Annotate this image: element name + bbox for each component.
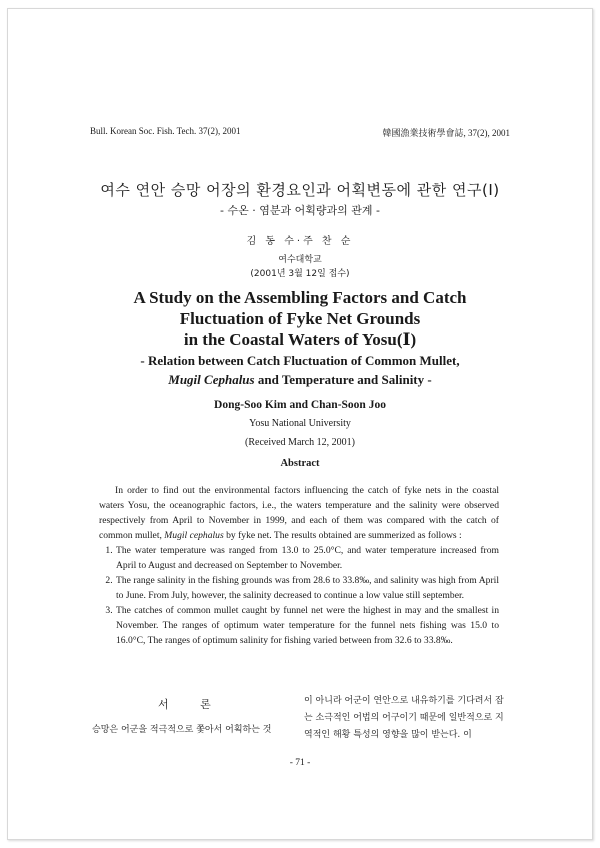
abstract-result-item: 1. The water temperature was ranged from 13.0 to 25.0°C, and water temperature increased from April to August and decreased on September to November. (115, 543, 499, 573)
english-title-line: A Study on the Assembling Factors and Catch (133, 288, 467, 307)
species-name: Mugil Cephalus (168, 372, 255, 387)
body-text-right-column: 이 아니라 어군이 연안으로 내유하기를 기다려서 잡는 소극적인 어법의 어구이기 때문에 일반적으로 지역적인 해황 특성의 영향을 많이 받는다. 이 (304, 696, 504, 740)
abstract-heading: Abstract (280, 458, 320, 469)
running-header-left: Bull. Korean Soc. Fish. Tech. 37(2), 2001 (90, 126, 241, 136)
english-subtitle (0, 351, 600, 389)
english-title (0, 287, 600, 350)
abstract-result-item: 3. The catches of common mullet caught by funnel net were the highest in may and the smallest in November. The ranges of optimum water temperature for the funnel nets fishing was 15.0 to 16.0°C, The ranges of optimum salinity for fishing varied between from 32.6 to 33.8‰. (115, 603, 499, 648)
korean-subtitle: - 수온 · 염분과 어획량과의 관계 - (220, 204, 380, 217)
abstract-intro (99, 483, 499, 543)
english-title-line: Fluctuation of Fyke Net Grounds (179, 309, 421, 328)
abstract-intro-text: In order to find out the environmental factors influencing the catch of fyke nets in the coastal waters Yosu, the oceanographic factors, i.e., the waters temperature and the salinity were observed respectively from April to November in 1999, and each of them was compared with the catch of common mullet, (99, 485, 499, 541)
section-heading-introduction: 서 론 (158, 698, 225, 711)
english-affiliation: Yosu National University (249, 418, 351, 429)
abstract-intro-text-end: by fyke net. The results obtained are summerized as follows : (223, 530, 462, 541)
english-subtitle-line1: - Relation between Catch Fluctuation of Common Mullet, (140, 353, 460, 368)
abstract-results-list (99, 543, 499, 648)
english-received-date: (Received March 12, 2001) (245, 437, 355, 448)
page-number: - 71 - (289, 758, 311, 768)
korean-affiliation: 여수대학교 (278, 255, 322, 265)
english-subtitle-line2-rest: and Temperature and Salinity - (254, 372, 432, 387)
body-text-left-column: 승망은 어군을 적극적으로 쫓아서 어획하는 것 (92, 725, 272, 735)
korean-received-date: (2001년 3월 12일 접수) (250, 269, 350, 279)
english-authors: Dong-Soo Kim and Chan-Soon Joo (214, 399, 386, 411)
english-title-line: in the Coastal Waters of Yosu(Ⅰ) (183, 330, 417, 349)
abstract-body (99, 483, 499, 648)
abstract-result-item: 2. The range salinity in the fishing grounds was from 28.6 to 33.8‰, and salinity was high from April to June. From July, however, the salinity decreased to continue a low value still september. (115, 573, 499, 603)
korean-authors: 김 동 수·주 찬 순 (246, 236, 354, 247)
korean-title: 여수 연안 승망 어장의 환경요인과 어획변동에 관한 연구(Ⅰ) (100, 181, 500, 199)
english-subtitle-line2 (0, 370, 600, 389)
abstract-species-name: Mugil cephalus (164, 530, 224, 541)
running-header-right: 韓國漁業技術學會誌, 37(2), 2001 (382, 128, 510, 138)
